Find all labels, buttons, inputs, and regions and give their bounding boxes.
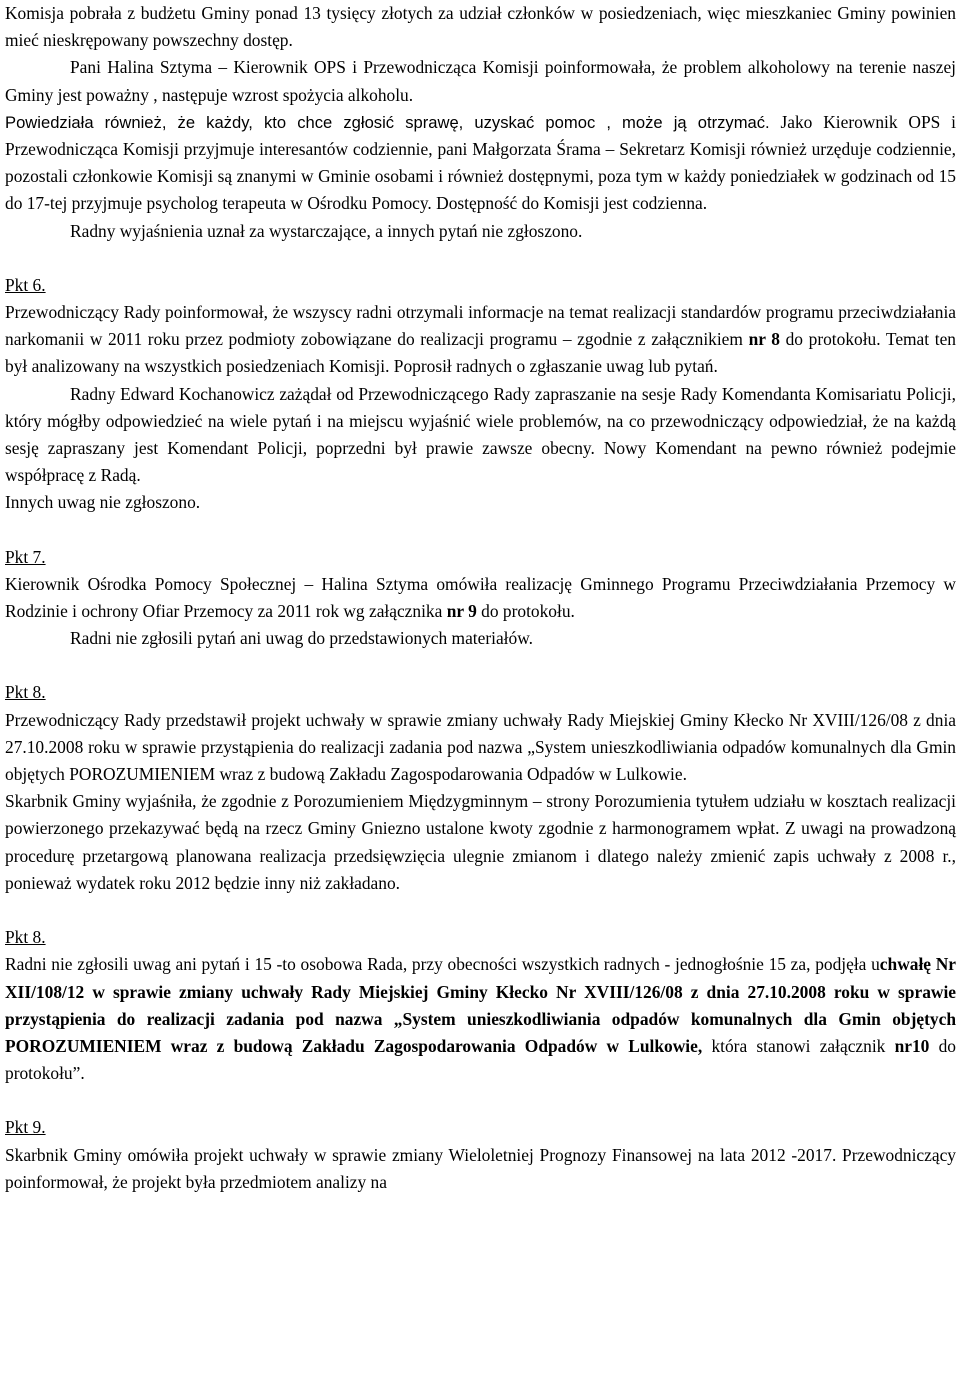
paragraph: Radny wyjaśnienia uznał za wystarczające, a innych pytań nie zgłoszono. (70, 220, 583, 241)
paragraph-text: do protokołu. (476, 601, 575, 622)
intro-section (5, 0, 956, 245)
paragraph-text: Powiedziała również, że każdy, kto chce zgłosić sprawę, uzyskać pomoc , może ją otrzymać. (5, 112, 770, 132)
paragraph (5, 109, 956, 218)
paragraph: Przewodniczący Rady przedstawił projekt uchwały w sprawie zmiany uchwały Rady Miejskiej Gminy Kłecko Nr XVIII/126/08 z dnia 27.10.2008 roku w sprawie przystąpienia do realizacji zadania pod nazwa „System unieszkodliwiania odpadów komunalnych dla Gmin objętych POROZUMIENIEM wraz z budową Zakładu Zagospodarowania Odpadów w Lulkowie. (5, 709, 956, 785)
paragraph-text: do protokołu. Temat ten był analizowany na wszystkich posiedzeniach Komisji. Poprosił radnych o zgłaszanie uwag lub pytań. (5, 329, 956, 377)
pkt8b-section (5, 924, 956, 1087)
paragraph: Skarbnik Gminy wyjaśniła, że zgodnie z Porozumieniem Międzygminnym – strony Porozumienia tytułem udziału w kosztach realizacji powierzonego przekazywać będą na rzecz Gminy Gniezno ustalone kwoty zgodnie z harmonogramem wpłat. Z uwagi na prowadzoną procedurę przetargową planowana realizacja przedsięwzięcia ulegnie zmianom i dlatego należy zmienić zapis uchwały z 2008 r., ponieważ wydatek roku 2012 będzie inny niż zakładano. (5, 791, 956, 893)
section-heading: Pkt 9. (5, 1117, 46, 1138)
paragraph: Komisja pobrała z budżetu Gminy ponad 13 tysięcy złotych za udział członków w posiedzeniach, więc mieszkaniec Gminy powinien mieć nieskrępowany powszechny dostęp. (5, 3, 956, 51)
section-heading: Pkt 8. (5, 682, 46, 703)
pkt7-section (5, 544, 956, 653)
paragraph (5, 299, 956, 381)
paragraph: Innych uwag nie zgłoszono. (5, 492, 201, 513)
resolution-title: chwałę Nr XII/108/12 w sprawie zmiany uchwały Rady Miejskiej Gminy Kłecko Nr XVIII/126/08 z dnia 27.10.2008 roku w sprawie przystąpienia do realizacji zadania pod nazwa „System unieszkodliwiania odpadów komunalnych dla Gmin objętych POROZUMIENIEM wraz z budową Zakładu Zagospodarowania Odpadów w Lulkowie, (5, 954, 956, 1056)
section-heading: Pkt 6. (5, 274, 46, 295)
pkt6-section (5, 272, 956, 517)
paragraph-text: Przewodniczący Rady poinformował, że wszyscy radni otrzymali informacje na temat realizacji standardów programu przeciwdziałania narkomanii w 2011 roku przez podmioty zobowiązane do realizacji programu – zgodnie z załącznikiem (5, 302, 956, 350)
attachment-ref: nr 9 (446, 601, 477, 622)
section-heading: Pkt 8. (5, 927, 46, 948)
paragraph-text: Kierownik Ośrodka Pomocy Społecznej – Halina Sztyma omówiła realizację Gminnego Programu Przeciwdziałania Przemocy w Rodzinie i ochrony Ofiar Przemocy za 2011 rok wg załącznika (5, 573, 956, 622)
paragraph: Radny Edward Kochanowicz zażądał od Przewodniczącego Rady zapraszanie na sesje Rady Komendanta Komisariatu Policji, który mógłby odpowiedzieć na wiele pytań i na miejscu wyjaśnić wiele problemów, na co przewodniczący odpowiedział, że na każdą sesję zapraszany jest Komendant Policji, poprzedni był prawie zawsze obecny. Nowy Komendant na pewno również podejmie współpracę z Radą. (5, 383, 956, 486)
paragraph: Skarbnik Gminy omówiła projekt uchwały w sprawie zmiany Wieloletniej Prognozy Finansowej na lata 2012 -2017. Przewodniczący poinformował, że projekt była przedmiotem analizy na (5, 1144, 956, 1192)
section-heading: Pkt 7. (5, 546, 46, 567)
attachment-ref: nr10 (894, 1035, 930, 1056)
paragraph: Pani Halina Sztyma – Kierownik OPS i Przewodnicząca Komisji poinformowała, że problem alkoholowy na terenie naszej Gminy jest poważny , następuje wzrost spożycia alkoholu. (5, 57, 956, 105)
paragraph (5, 571, 956, 625)
paragraph-text: Jako Kierownik OPS i Przewodnicząca Komisji przyjmuje interesantów codziennie, pani Małgorzata Śrama – Sekretarz Komisji również urzęduje codziennie, pozostali członkowie Komisji są znanymi w Gminie osobami i również dostępnymi, poza tym w każdy poniedziałek w godzinach od 15 do 17-tej przyjmuje psycholog terapeuta w Ośrodku Pomocy. Dostępność do Komisji jest codzienna. (5, 111, 956, 214)
attachment-ref: nr 8 (748, 329, 780, 350)
paragraph: Radni nie zgłosili pytań ani uwag do przedstawionych materiałów. (70, 628, 533, 649)
paragraph-text: Radni nie zgłosili uwag ani pytań i 15 -to osobowa Rada, przy obecności wszystkich radnych - jednogłośnie 15 za, podjęła u (5, 954, 880, 975)
paragraph-text: która stanowi załącznik (702, 1035, 895, 1056)
paragraph (5, 951, 956, 1087)
paragraph-text: do protokołu”. (5, 1035, 957, 1084)
pkt8a-section (5, 679, 956, 897)
pkt9-section (5, 1114, 956, 1196)
